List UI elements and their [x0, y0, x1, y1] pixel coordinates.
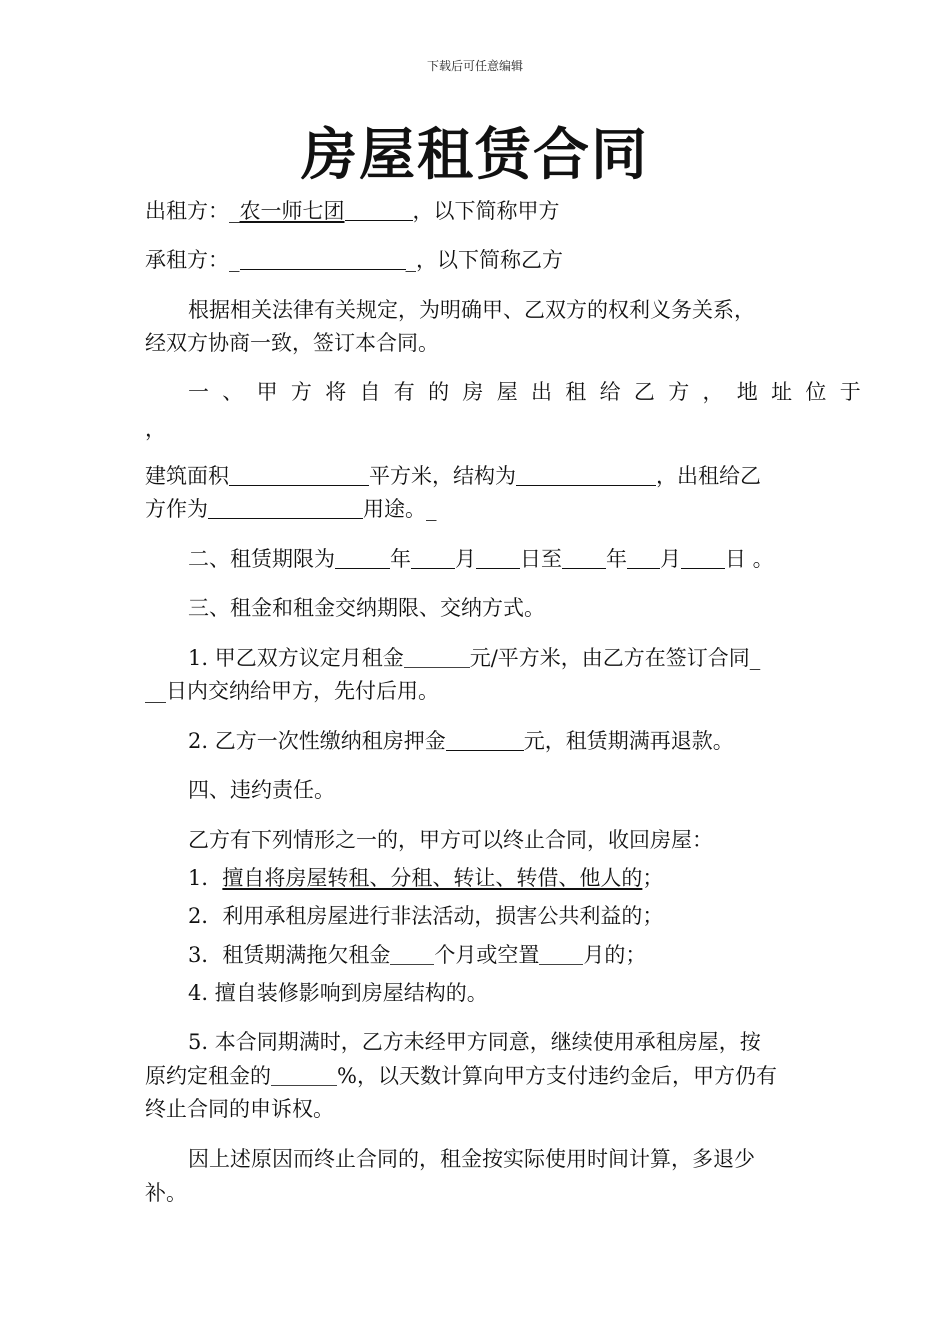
- structure-blank: [516, 463, 656, 486]
- clause1-area-line: [145, 461, 810, 491]
- item1-text: 擅自将房屋转租、分租、转让、转借、他人的: [222, 866, 643, 890]
- payment-text: 日内交纳给甲方，先付后用。: [166, 679, 439, 703]
- deposit-suffix: 元，租赁期满再退款。: [523, 729, 734, 753]
- lessee-label: 承租方：: [145, 248, 229, 272]
- use-end: _: [426, 497, 437, 521]
- clause1-line-2: ，: [145, 417, 166, 441]
- closing-line-1: 因上述原因而终止合同的，租金按实际使用时间计算，多退少: [188, 1147, 755, 1171]
- clause3-title: 三、租金和租金交纳期限、交纳方式。: [188, 596, 545, 620]
- lessor-prefix: _: [229, 199, 240, 223]
- lessee-line: [145, 245, 810, 275]
- clause4-item5-line2: [145, 1061, 810, 1091]
- item3-text-c: 月的；: [583, 943, 647, 967]
- month-label: 月: [455, 547, 476, 571]
- day-to-label: 日至: [520, 547, 562, 571]
- lessee-prefix: _: [229, 248, 240, 272]
- clause4-item3: [188, 940, 810, 970]
- clause4-item5-line1: 5. 本合同期满时，乙方未经甲方同意，继续使用承租房屋，按: [188, 1030, 761, 1054]
- year-label: 年: [390, 547, 411, 571]
- area-blank: [229, 463, 369, 486]
- use-suffix: 用途。: [363, 497, 426, 521]
- clause3-item1-line2: [145, 676, 810, 706]
- year-label: 年: [606, 547, 627, 571]
- lease-term-label: 二、租赁期限为: [188, 547, 335, 571]
- use-label: 方作为: [145, 497, 208, 521]
- lessor-blank: [345, 198, 413, 221]
- rent-blank: [404, 645, 470, 668]
- clause1-use-line: [145, 494, 810, 524]
- clause3-item1-line1: [188, 643, 810, 673]
- start-year-blank: [335, 546, 390, 569]
- clause4-intro: 乙方有下列情形之一的，甲方可以终止合同，收回房屋：: [188, 828, 713, 852]
- deposit-blank: [446, 728, 524, 751]
- lessor-value: 农一师七团: [239, 199, 345, 223]
- month-label: 月: [660, 547, 681, 571]
- clause4-item1: [188, 863, 810, 893]
- lessor-label: 出租方：: [145, 199, 229, 223]
- lessee-blank: [240, 247, 406, 270]
- item1-number: 1．: [188, 866, 223, 890]
- clause4-title: 四、违约责任。: [188, 778, 335, 802]
- months-vacant-blank: [539, 942, 583, 965]
- day-end-label: 日 。: [725, 547, 774, 571]
- clause4-item4: 4. 擅自装修影响到房屋结构的。: [188, 981, 488, 1005]
- months-overdue-blank: [390, 942, 434, 965]
- area-label: 建筑面积: [145, 464, 229, 488]
- clause4-item5-line3: 终止合同的申诉权。: [145, 1097, 334, 1121]
- deposit-label: 2. 乙方一次性缴纳租房押金: [188, 729, 446, 753]
- clause3-item2: [188, 726, 810, 756]
- rent-unit-label: 元/平方米，由乙方在签订合同: [469, 646, 750, 670]
- intro-line-1: 根据相关法律有关规定，为明确甲、乙双方的权利义务关系，: [188, 298, 755, 322]
- lessee-suffix: ，以下简称乙方: [416, 248, 563, 272]
- item1-end: ；: [642, 866, 664, 890]
- lessor-line: [145, 196, 810, 226]
- start-day-blank: [476, 546, 520, 569]
- penalty-text: %，以天数计算向甲方支付违约金后，甲方仍有: [337, 1064, 777, 1088]
- clause2-line: [188, 544, 810, 574]
- penalty-label: 原约定租金的: [145, 1064, 271, 1088]
- monthly-rent-label: 1. 甲乙双方议定月租金: [188, 646, 404, 670]
- rent-to-label: ，出租给乙: [656, 464, 761, 488]
- contract-title: 房屋租赁合同: [301, 122, 649, 188]
- days-blank-start: _: [749, 646, 761, 670]
- clause4-item2: 2．利用承租房屋进行非法活动，损害公共利益的；: [188, 904, 664, 928]
- penalty-percent-blank: [271, 1063, 337, 1086]
- clause1-line-1: 一、甲方将自有的房屋出租给乙方，地址位于: [188, 380, 874, 404]
- closing-line-2: 补。: [145, 1181, 187, 1205]
- lessor-suffix: ，以下简称甲方: [412, 199, 560, 223]
- end-month-blank: [627, 546, 660, 569]
- use-blank: [208, 496, 363, 519]
- end-year-blank: [562, 546, 606, 569]
- start-month-blank: [411, 546, 455, 569]
- item3-text-a: 3．租赁期满拖欠租金: [188, 943, 391, 967]
- header-note: 下载后可任意编辑: [426, 59, 523, 73]
- days-blank-end: __: [145, 679, 166, 703]
- end-day-blank: [681, 546, 725, 569]
- structure-label: 平方米，结构为: [369, 464, 516, 488]
- lessee-end: _: [405, 248, 416, 272]
- intro-line-2: 经双方协商一致，签订本合同。: [145, 331, 439, 355]
- item3-text-b: 个月或空置: [434, 943, 540, 967]
